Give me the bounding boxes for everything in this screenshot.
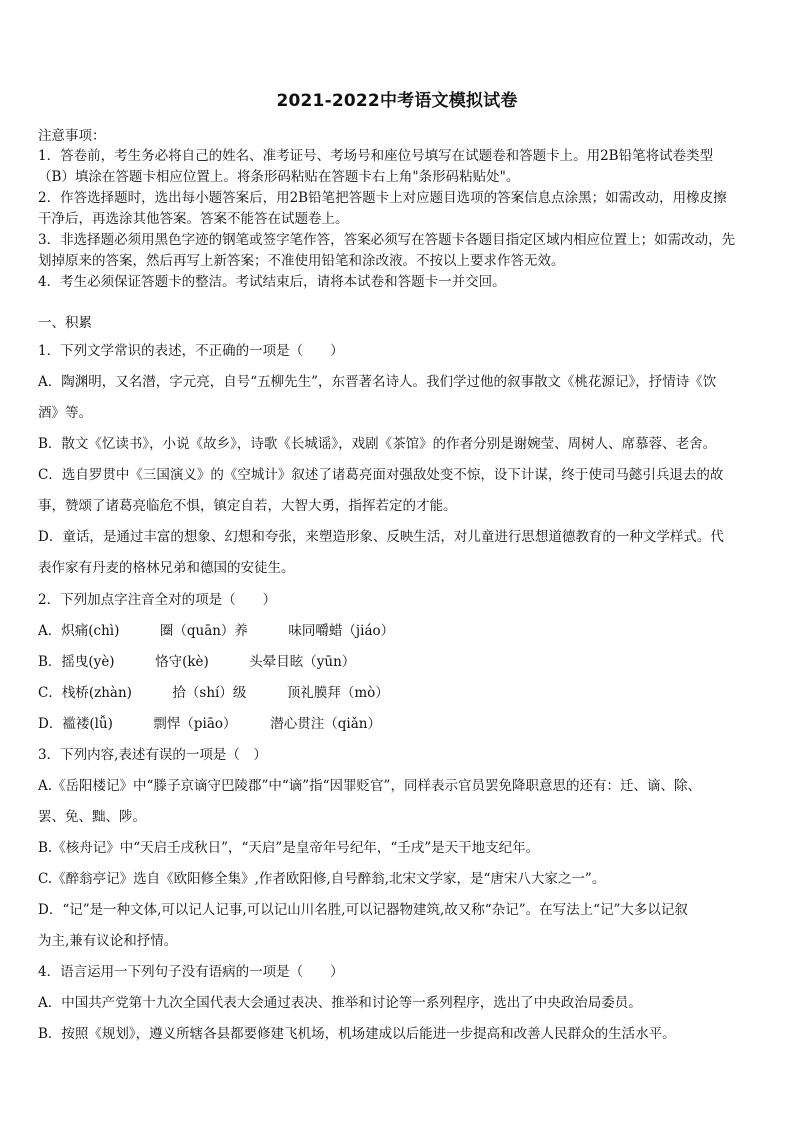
notice-line: 干净后，再选涂其他答案。答案不能答在试题卷上。 <box>38 211 349 227</box>
question-line: A.《岳阳楼记》中“滕子京谪守巴陵郡”中“谪”指“因罪贬官”，同样表示官员罢免降职意思的还有：迁、谪、除、 <box>38 778 701 794</box>
question-line: C．栈桥(zhàn) 拾（shí）级 顶礼膜拜（mò） <box>38 685 389 701</box>
notice-line: （B）填涂在答题卡相应位置上。将条形码粘贴在答题卡右上角"条形码粘贴处"。 <box>38 169 520 185</box>
notice-line: 4．考生必须保证答题卡的整洁。考试结束后，请将本试卷和答题卡一并交回。 <box>38 274 506 290</box>
exam-title: 2021-2022中考语文模拟试卷 <box>276 91 518 111</box>
question-line: 酒》等。 <box>38 405 92 421</box>
question-line: A．陶渊明，又名潜，字元亮，自号“五柳先生”，东晋著名诗人。我们学过他的叙事散文《桃花源记》，抒情诗《饮 <box>38 374 717 390</box>
question-line: 1．下列文学常识的表述，不正确的一项是（ ） <box>38 343 344 359</box>
notice-line: 1．答卷前，考生务必将自己的姓名、准考证号、考场号和座位号填写在试题卷和答题卡上。用2B铅笔将试卷类型 <box>38 148 714 164</box>
question-line: 事，赞颂了诸葛亮临危不惧，镇定自若，大智大勇，指挥若定的才能。 <box>38 498 457 514</box>
question-line: A．炽痛(chì) 圈（quān）养 味同嚼蜡（jiáo） <box>38 623 395 639</box>
question-line: C．选自罗贯中《三国演义》的《空城计》叙述了诸葛亮面对强敌处变不惊，设下计谋，终于使司马懿引兵退去的故 <box>38 467 724 483</box>
question-line: 2．下列加点字注音全对的项是（ ） <box>38 592 277 608</box>
notice-line: 划掉原来的答案，然后再写上新答案；不准使用铅笔和涂改液。不按以上要求作答无效。 <box>38 253 565 269</box>
question-line: 3．下列内容,表述有误的一项是（ ） <box>38 747 267 763</box>
question-line: 罢、免、黜、陟。 <box>38 809 146 825</box>
question-line: 4．语言运用一下列句子没有语病的一项是（ ） <box>38 964 344 980</box>
notice-label: 注意事项： <box>38 128 106 144</box>
question-line: A．中国共产党第十九次全国代表大会通过表决、推举和讨论等一系列程序，选出了中央政治局委员。 <box>38 995 642 1011</box>
question-line: B．摇曳(yè) 恪守(kè) 头晕目眩（yūn） <box>38 654 356 670</box>
question-line: D．褴褛(lǚ) 剽悍（piāo） 潜心贯注（qiǎn） <box>38 716 381 732</box>
question-line: B.《核舟记》中“天启壬戌秋日”，“天启”是皇帝年号纪年，“壬戌”是天干地支纪年。 <box>38 840 540 856</box>
question-line: B．按照《规划》，遵义所辖各县都要修建飞机场，机场建成以后能进一步提高和改善人民群众的生活水平。 <box>38 1026 676 1042</box>
question-line: B．散文《忆读书》，小说《故乡》，诗歌《长城谣》，戏剧《茶馆》的作者分别是谢婉莹、周树人、席慕蓉、老舍。 <box>38 436 717 452</box>
section-heading: 一、积累 <box>38 315 92 331</box>
notice-line: 3．非选择题必须用黑色字迹的钢笔或签字笔作答，答案必须写在答题卡各题目指定区域内相应位置上；如需改动，先 <box>38 232 736 248</box>
question-line: 表作家有丹麦的格林兄弟和德国的安徒生。 <box>38 560 295 576</box>
notice-line: 2．作答选择题时，选出每小题答案后，用2B铅笔把答题卡上对应题目选项的答案信息点涂黑；如需改动，用橡皮擦 <box>38 190 727 206</box>
question-line: D．“记”是一种文体,可以记人记事,可以记山川名胜,可以记器物建筑,故又称“杂记”。在写法上“记”大多以记叙 <box>38 902 688 918</box>
question-line: 为主,兼有议论和抒情。 <box>38 933 178 949</box>
question-line: D．童话，是通过丰富的想象、幻想和夸张，来塑造形象、反映生活，对儿童进行思想道德教育的一种文学样式。代 <box>38 529 724 545</box>
question-line: C.《醉翁亭记》选自《欧阳修全集》,作者欧阳修,自号醉翁,北宋文学家，是“唐宋八大家之一”。 <box>38 871 606 887</box>
